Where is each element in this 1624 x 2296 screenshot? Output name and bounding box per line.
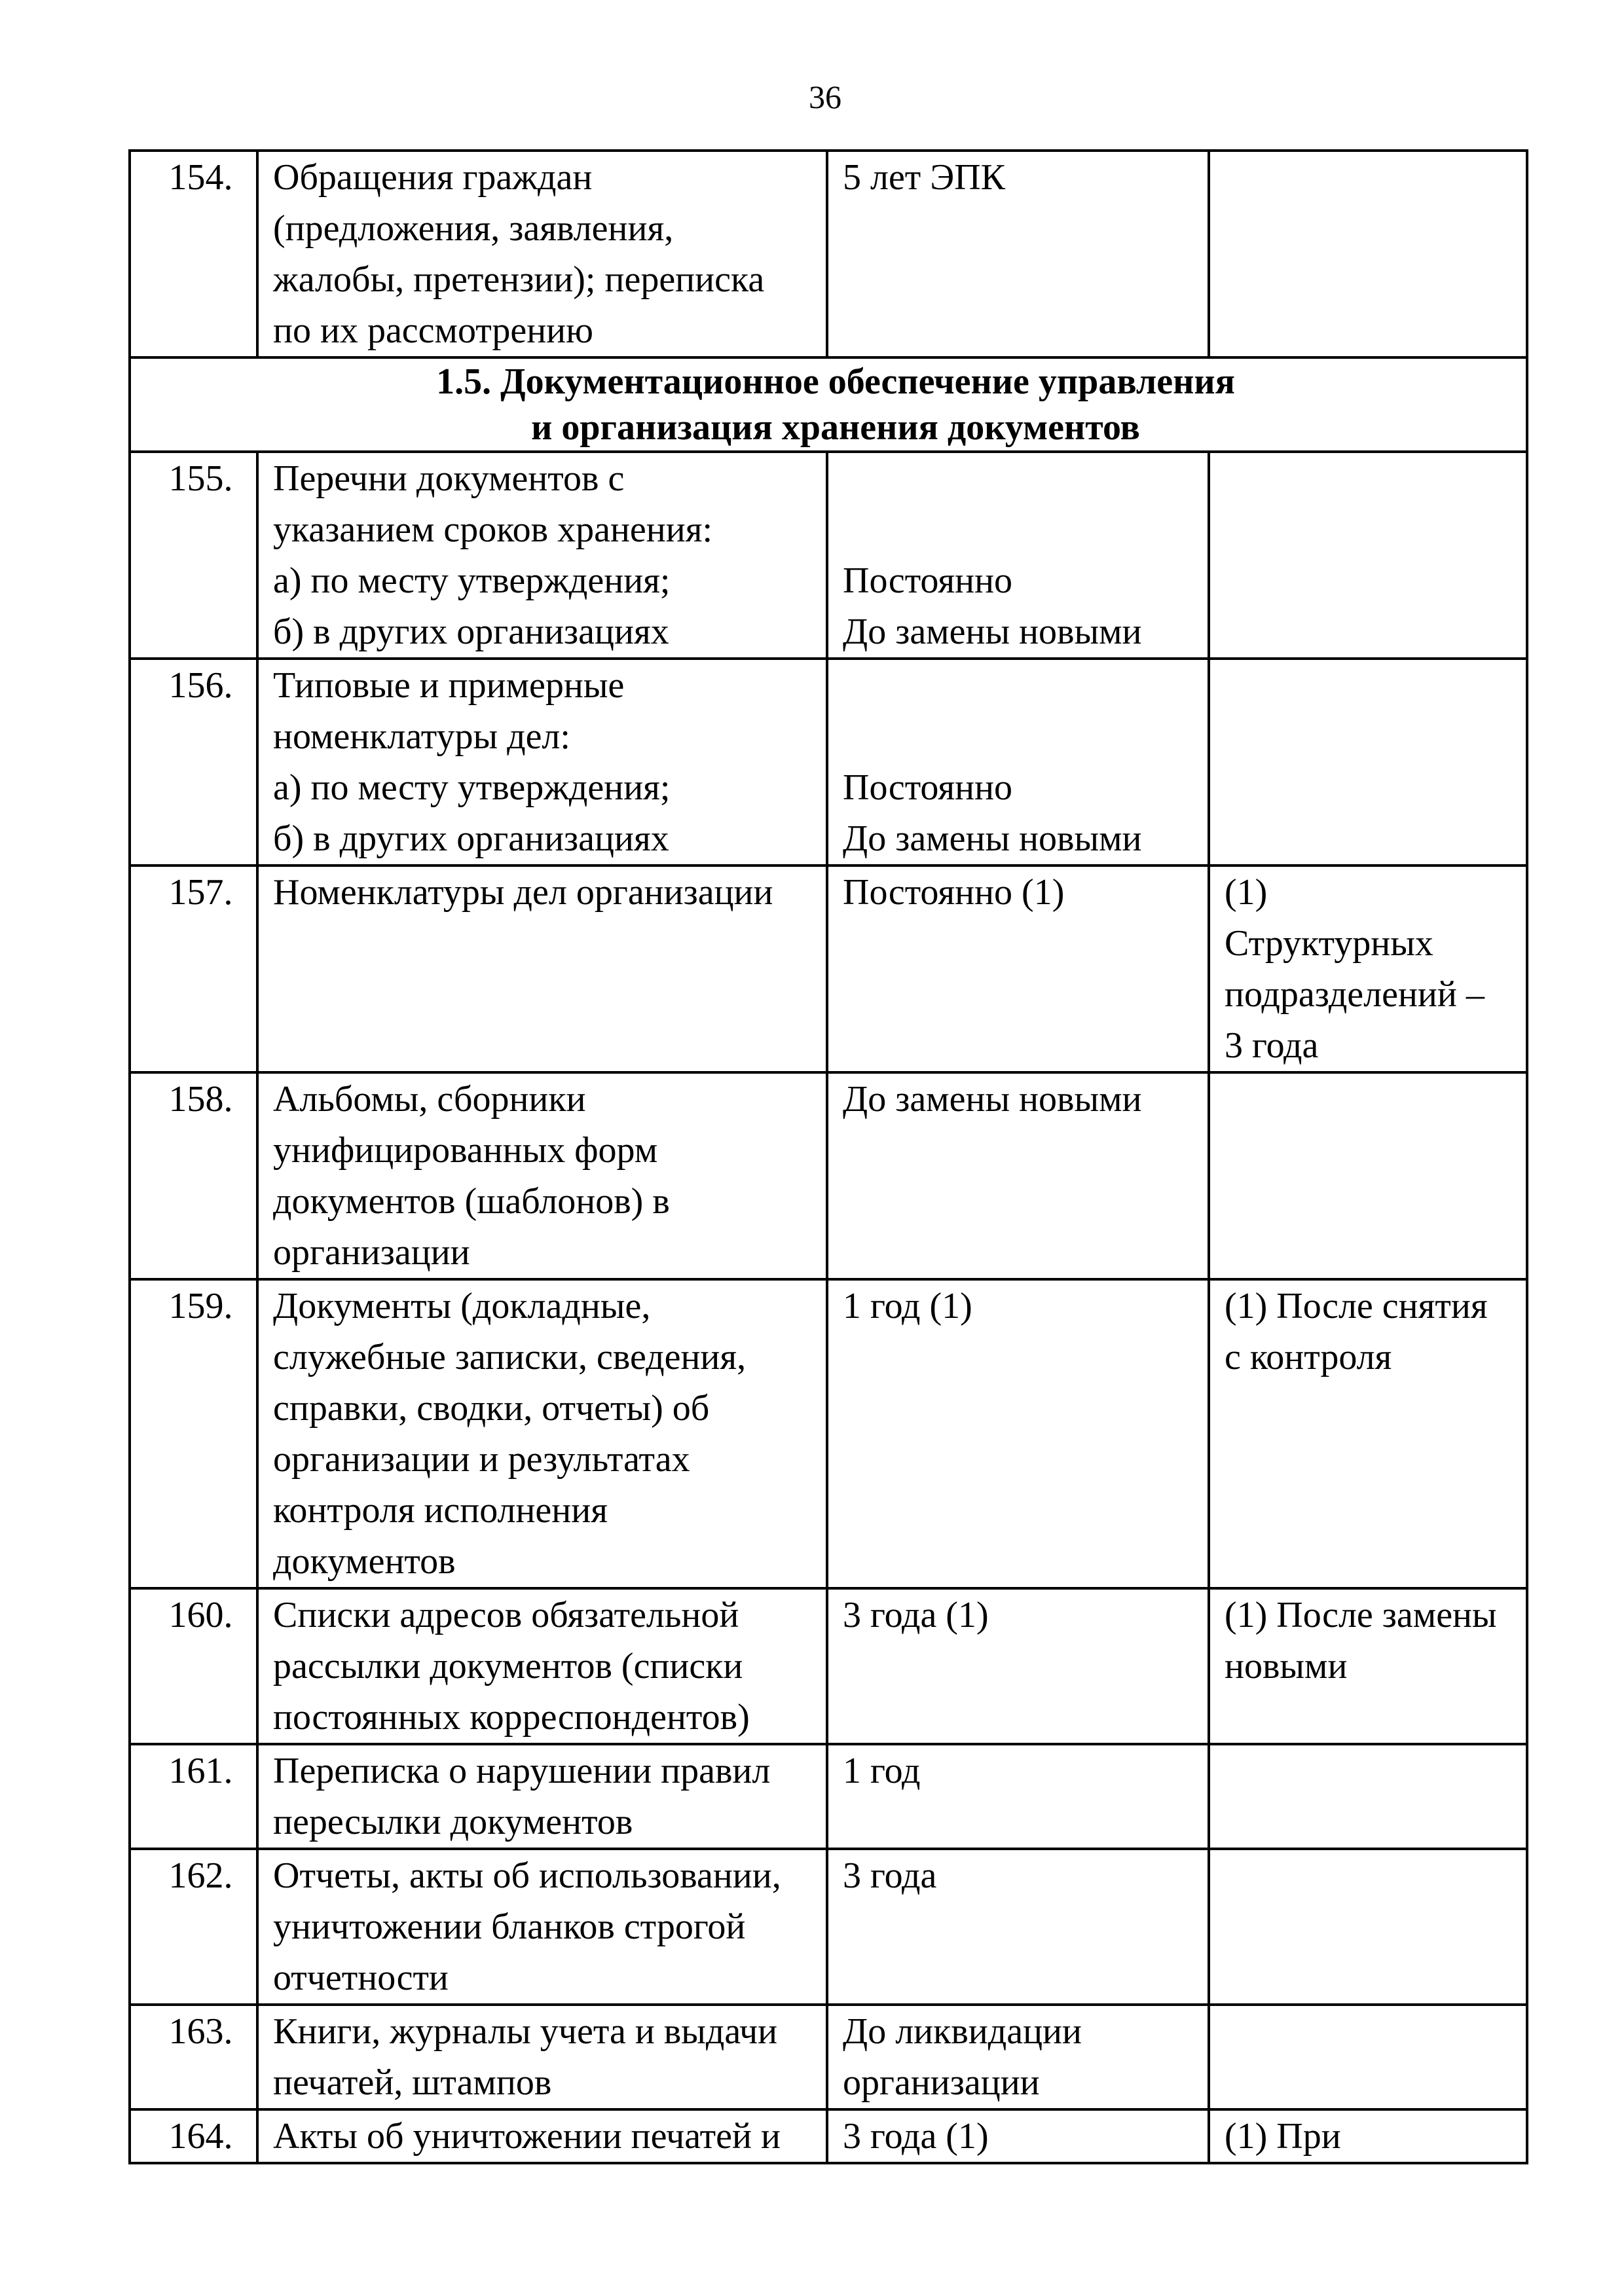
retention-term-line: Постоянно (1) [843, 872, 1065, 913]
retention-term-line: До ликвидации [843, 2011, 1082, 2052]
table-row [130, 1744, 1527, 1849]
table-row [130, 2005, 1527, 2109]
document-name-line: Документы (докладные, [273, 1286, 651, 1326]
retention-term [827, 2109, 1209, 2163]
document-name-line: рассылки документов (списки [273, 1646, 743, 1686]
retention-term-line: 3 года (1) [843, 1595, 989, 1635]
row-number: 161. [130, 1744, 257, 1849]
document-name-line: Списки адресов обязательной [273, 1595, 739, 1635]
retention-term [827, 452, 1209, 659]
retention-term-line: Постоянно [843, 767, 1013, 808]
section-title-line: и организация хранения документов [531, 407, 1140, 448]
document-name-line: документов (шаблонов) в [273, 1181, 670, 1222]
retention-term [827, 1279, 1209, 1588]
row-number: 162. [130, 1849, 257, 2005]
note [1209, 1744, 1527, 1849]
note [1209, 1072, 1527, 1279]
document-name [257, 2109, 827, 2163]
document-name [257, 2005, 827, 2109]
table-row [130, 1279, 1527, 1588]
table-body [130, 151, 1527, 2163]
document-name-line: организации [273, 1232, 470, 1273]
document-name [257, 659, 827, 866]
document-name-line: (предложения, заявления, [273, 208, 674, 249]
row-number: 154. [130, 151, 257, 357]
document-name [257, 1072, 827, 1279]
retention-term-line: 1 год [843, 1751, 921, 1791]
retention-term [827, 1744, 1209, 1849]
document-name-line: номенклатуры дел: [273, 716, 570, 757]
retention-term-line: До замены новыми [843, 611, 1142, 652]
retention-term [827, 866, 1209, 1072]
note-line: новыми [1225, 1646, 1348, 1686]
row-number: 164. [130, 2109, 257, 2163]
document-name-line: Обращения граждан [273, 157, 593, 198]
retention-term-line: До замены новыми [843, 818, 1142, 859]
document-name [257, 866, 827, 1072]
document-name [257, 1279, 827, 1588]
blank-line [843, 504, 1208, 555]
document-name-line: Отчеты, акты об использовании, [273, 1855, 781, 1896]
table-row [130, 1588, 1527, 1744]
section-title-line: 1.5. Документационное обеспечение управления [436, 361, 1235, 402]
document-name-line: постоянных корреспондентов) [273, 1697, 750, 1738]
row-number: 158. [130, 1072, 257, 1279]
retention-term-line: 3 года [843, 1855, 937, 1896]
note-line: (1) После замены [1225, 1595, 1497, 1635]
document-name-line: Книги, журналы учета и выдачи [273, 2011, 778, 2052]
document-name [257, 1744, 827, 1849]
note [1209, 1588, 1527, 1744]
table-row [130, 659, 1527, 866]
table-row [130, 452, 1527, 659]
document-name-line: а) по месту утверждения; [273, 560, 671, 601]
document-name-line: б) в других организациях [273, 818, 669, 859]
note-line: с контроля [1225, 1337, 1392, 1377]
section-title [130, 357, 1527, 452]
retention-term-line: До замены новыми [843, 1079, 1142, 1120]
note [1209, 1279, 1527, 1588]
note-line: Структурных [1225, 923, 1433, 964]
note [1209, 151, 1527, 357]
blank-line [843, 711, 1208, 762]
document-name-line: указанием сроков хранения: [273, 509, 713, 550]
section-header-row [130, 357, 1527, 452]
document-name-line: Акты об уничтожении печатей и [273, 2116, 781, 2157]
document-name [257, 452, 827, 659]
note-line: подразделений – [1225, 974, 1485, 1015]
document-name-line: документов [273, 1541, 456, 1582]
document-name-line: унифицированных форм [273, 1130, 658, 1171]
document-name [257, 151, 827, 357]
document-name [257, 1588, 827, 1744]
document-name-line: б) в других организациях [273, 611, 669, 652]
document-name-line: отчетности [273, 1958, 449, 1998]
retention-term [827, 151, 1209, 357]
document-name-line: пересылки документов [273, 1802, 633, 1842]
blank-line [843, 660, 1208, 711]
row-number: 159. [130, 1279, 257, 1588]
retention-term [827, 659, 1209, 866]
note-line: (1) При [1225, 2116, 1341, 2157]
document-name-line: Типовые и примерные [273, 665, 625, 706]
document-name-line: по их рассмотрению [273, 310, 593, 351]
retention-term-line: Постоянно [843, 560, 1013, 601]
table-row [130, 1072, 1527, 1279]
retention-schedule-table [128, 149, 1528, 2164]
note [1209, 1849, 1527, 2005]
document-name [257, 1849, 827, 2005]
row-number: 156. [130, 659, 257, 866]
retention-term [827, 1588, 1209, 1744]
table-row [130, 151, 1527, 357]
note [1209, 659, 1527, 866]
blank-line [843, 453, 1208, 504]
document-name-line: уничтожении бланков строгой [273, 1906, 746, 1947]
retention-term-line: 5 лет ЭПК [843, 157, 1006, 198]
note-line: 3 года [1225, 1025, 1319, 1066]
document-name-line: жалобы, претензии); переписка [273, 259, 765, 300]
table-row [130, 866, 1527, 1072]
document-name-line: Перечни документов с [273, 458, 625, 499]
retention-term-line: организации [843, 2062, 1040, 2103]
document-name-line: а) по месту утверждения; [273, 767, 671, 808]
retention-term [827, 1849, 1209, 2005]
retention-term [827, 1072, 1209, 1279]
document-name-line: организации и результатах [273, 1439, 690, 1480]
retention-term-line: 3 года (1) [843, 2116, 989, 2157]
note-line: (1) [1225, 872, 1268, 913]
note [1209, 866, 1527, 1072]
row-number: 163. [130, 2005, 257, 2109]
note [1209, 2005, 1527, 2109]
note [1209, 2109, 1527, 2163]
note-line: (1) После снятия [1225, 1286, 1488, 1326]
retention-term-line: 1 год (1) [843, 1286, 972, 1326]
document-name-line: Альбомы, сборники [273, 1079, 586, 1120]
retention-term [827, 2005, 1209, 2109]
document-name-line: справки, сводки, отчеты) об [273, 1388, 710, 1429]
document-name-line: служебные записки, сведения, [273, 1337, 747, 1377]
table-row [130, 2109, 1527, 2163]
row-number: 157. [130, 866, 257, 1072]
table-row [130, 1849, 1527, 2005]
document-name-line: печатей, штампов [273, 2062, 552, 2103]
note [1209, 452, 1527, 659]
document-name-line: Переписка о нарушении правил [273, 1751, 771, 1791]
page-number: 36 [809, 79, 841, 115]
document-name-line: Номенклатуры дел организации [273, 872, 773, 913]
row-number: 160. [130, 1588, 257, 1744]
document-name-line: контроля исполнения [273, 1490, 608, 1531]
row-number: 155. [130, 452, 257, 659]
